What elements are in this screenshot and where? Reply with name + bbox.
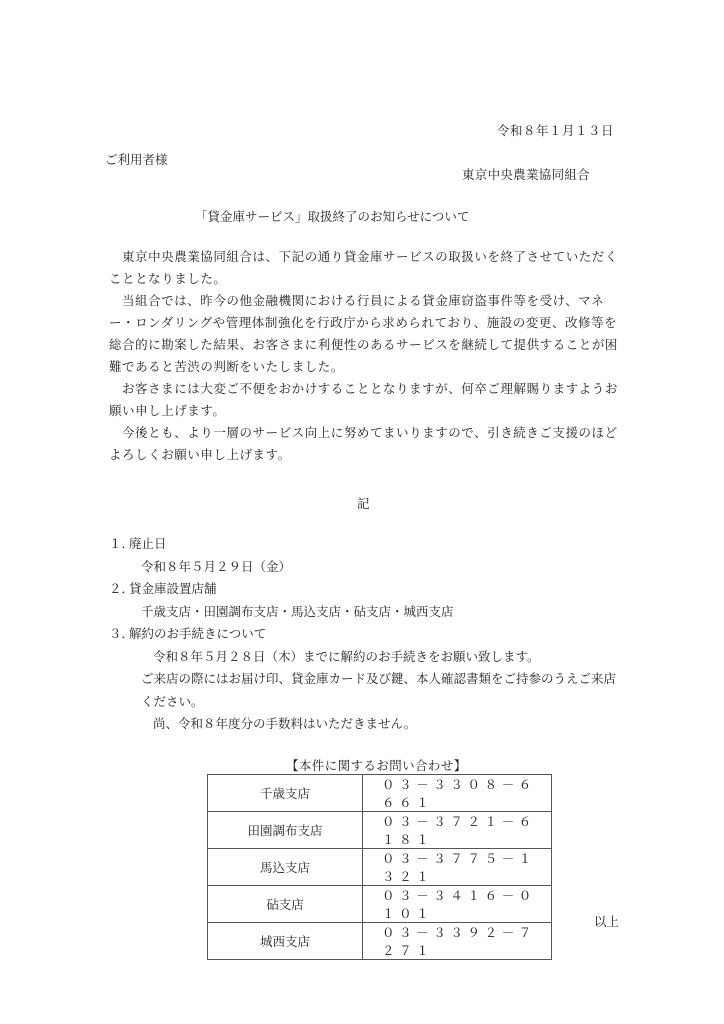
branch-name: 砧支店: [208, 886, 363, 923]
branch-name: 馬込支店: [208, 849, 363, 886]
phone-number: ０３－３３９２－７２７１: [363, 923, 552, 960]
document-date: 令和８年１月１３日: [496, 123, 614, 138]
item-content: 千歳支店・田園調布支店・馬込支店・砧支店・城西支店: [141, 603, 454, 619]
item-title: 廃止日: [129, 536, 167, 551]
branch-name: 田園調布支店: [208, 812, 363, 849]
paragraph: 当組合では、昨今の他金融機関における行員による貸金庫窃盗事件等を受け、マネー・ロンダリングや管理体制強化を行政庁から求められており、施設の変更、改修等を総合的に勘案した結果、お客さまに利便性のあるサービスを継続して提供することが困難であると苦渋の判断をいたしました。: [109, 293, 618, 374]
branch-name: 千歳支店: [208, 775, 363, 812]
phone-number: ０３－３７７５－１３２１: [363, 849, 552, 886]
recipient: ご利用者様: [105, 152, 168, 167]
item-number: ２．: [109, 581, 135, 596]
table-row: [208, 923, 552, 960]
table-row: [208, 812, 552, 849]
paragraph: お客さまには大変ご不便をおかけすることとなりますが、何卒ご理解賜りますようお願い申し上げます。: [109, 381, 618, 418]
closing-mark: 以上: [593, 914, 619, 929]
phone-number: ０３－３４１６－０１０１: [363, 886, 552, 923]
item-content: 令和８年５月２９日（金）: [141, 558, 292, 574]
contact-title: 【本件に関するお問い合わせ】: [286, 758, 467, 773]
paragraph: 東京中央農業協同組合は、下記の通り貸金庫サービスの取扱いを終了させていただくこととなりました。: [109, 249, 618, 286]
item-number: ３．: [109, 626, 135, 641]
table-row: [208, 849, 552, 886]
item-content: 令和８年５月２８日（木）までに解約のお手続きをお願い致します。: [153, 648, 540, 664]
phone-number: ０３－３７２１－６１８１: [363, 812, 552, 849]
item-note: 尚、令和８年度分の手数料はいただきません。: [153, 716, 417, 731]
item-heading: [109, 623, 629, 646]
item-note: ご来店の際にはお届け印、貸金庫カード及び鍵、本人確認書類をご持参のうえご来店ください。: [141, 671, 617, 709]
branch-name: 城西支店: [208, 923, 363, 960]
document-title: 「貸金庫サービス」取扱終了のお知らせについて: [195, 209, 470, 224]
item-number: １．: [109, 536, 135, 551]
sender-organization: 東京中央農業協同組合: [461, 167, 590, 182]
item-heading: [109, 578, 629, 601]
table-row: [208, 886, 552, 923]
contact-table: [207, 774, 552, 960]
paragraph: 今後とも、より一層のサービス向上に努めてまいりますので、引き続きご支援のほどよろしくお願い申し上げます。: [109, 425, 618, 462]
body-text: [109, 246, 624, 466]
table-row: [208, 775, 552, 812]
item-title: 解約のお手続きについて: [129, 626, 267, 641]
ki-heading: 記: [357, 496, 370, 511]
item-title: 貸金庫設置店舗: [129, 581, 217, 596]
phone-number: ０３－３３０８－６６６１: [363, 775, 552, 812]
item-list: [109, 533, 629, 736]
item-heading: [109, 533, 629, 556]
